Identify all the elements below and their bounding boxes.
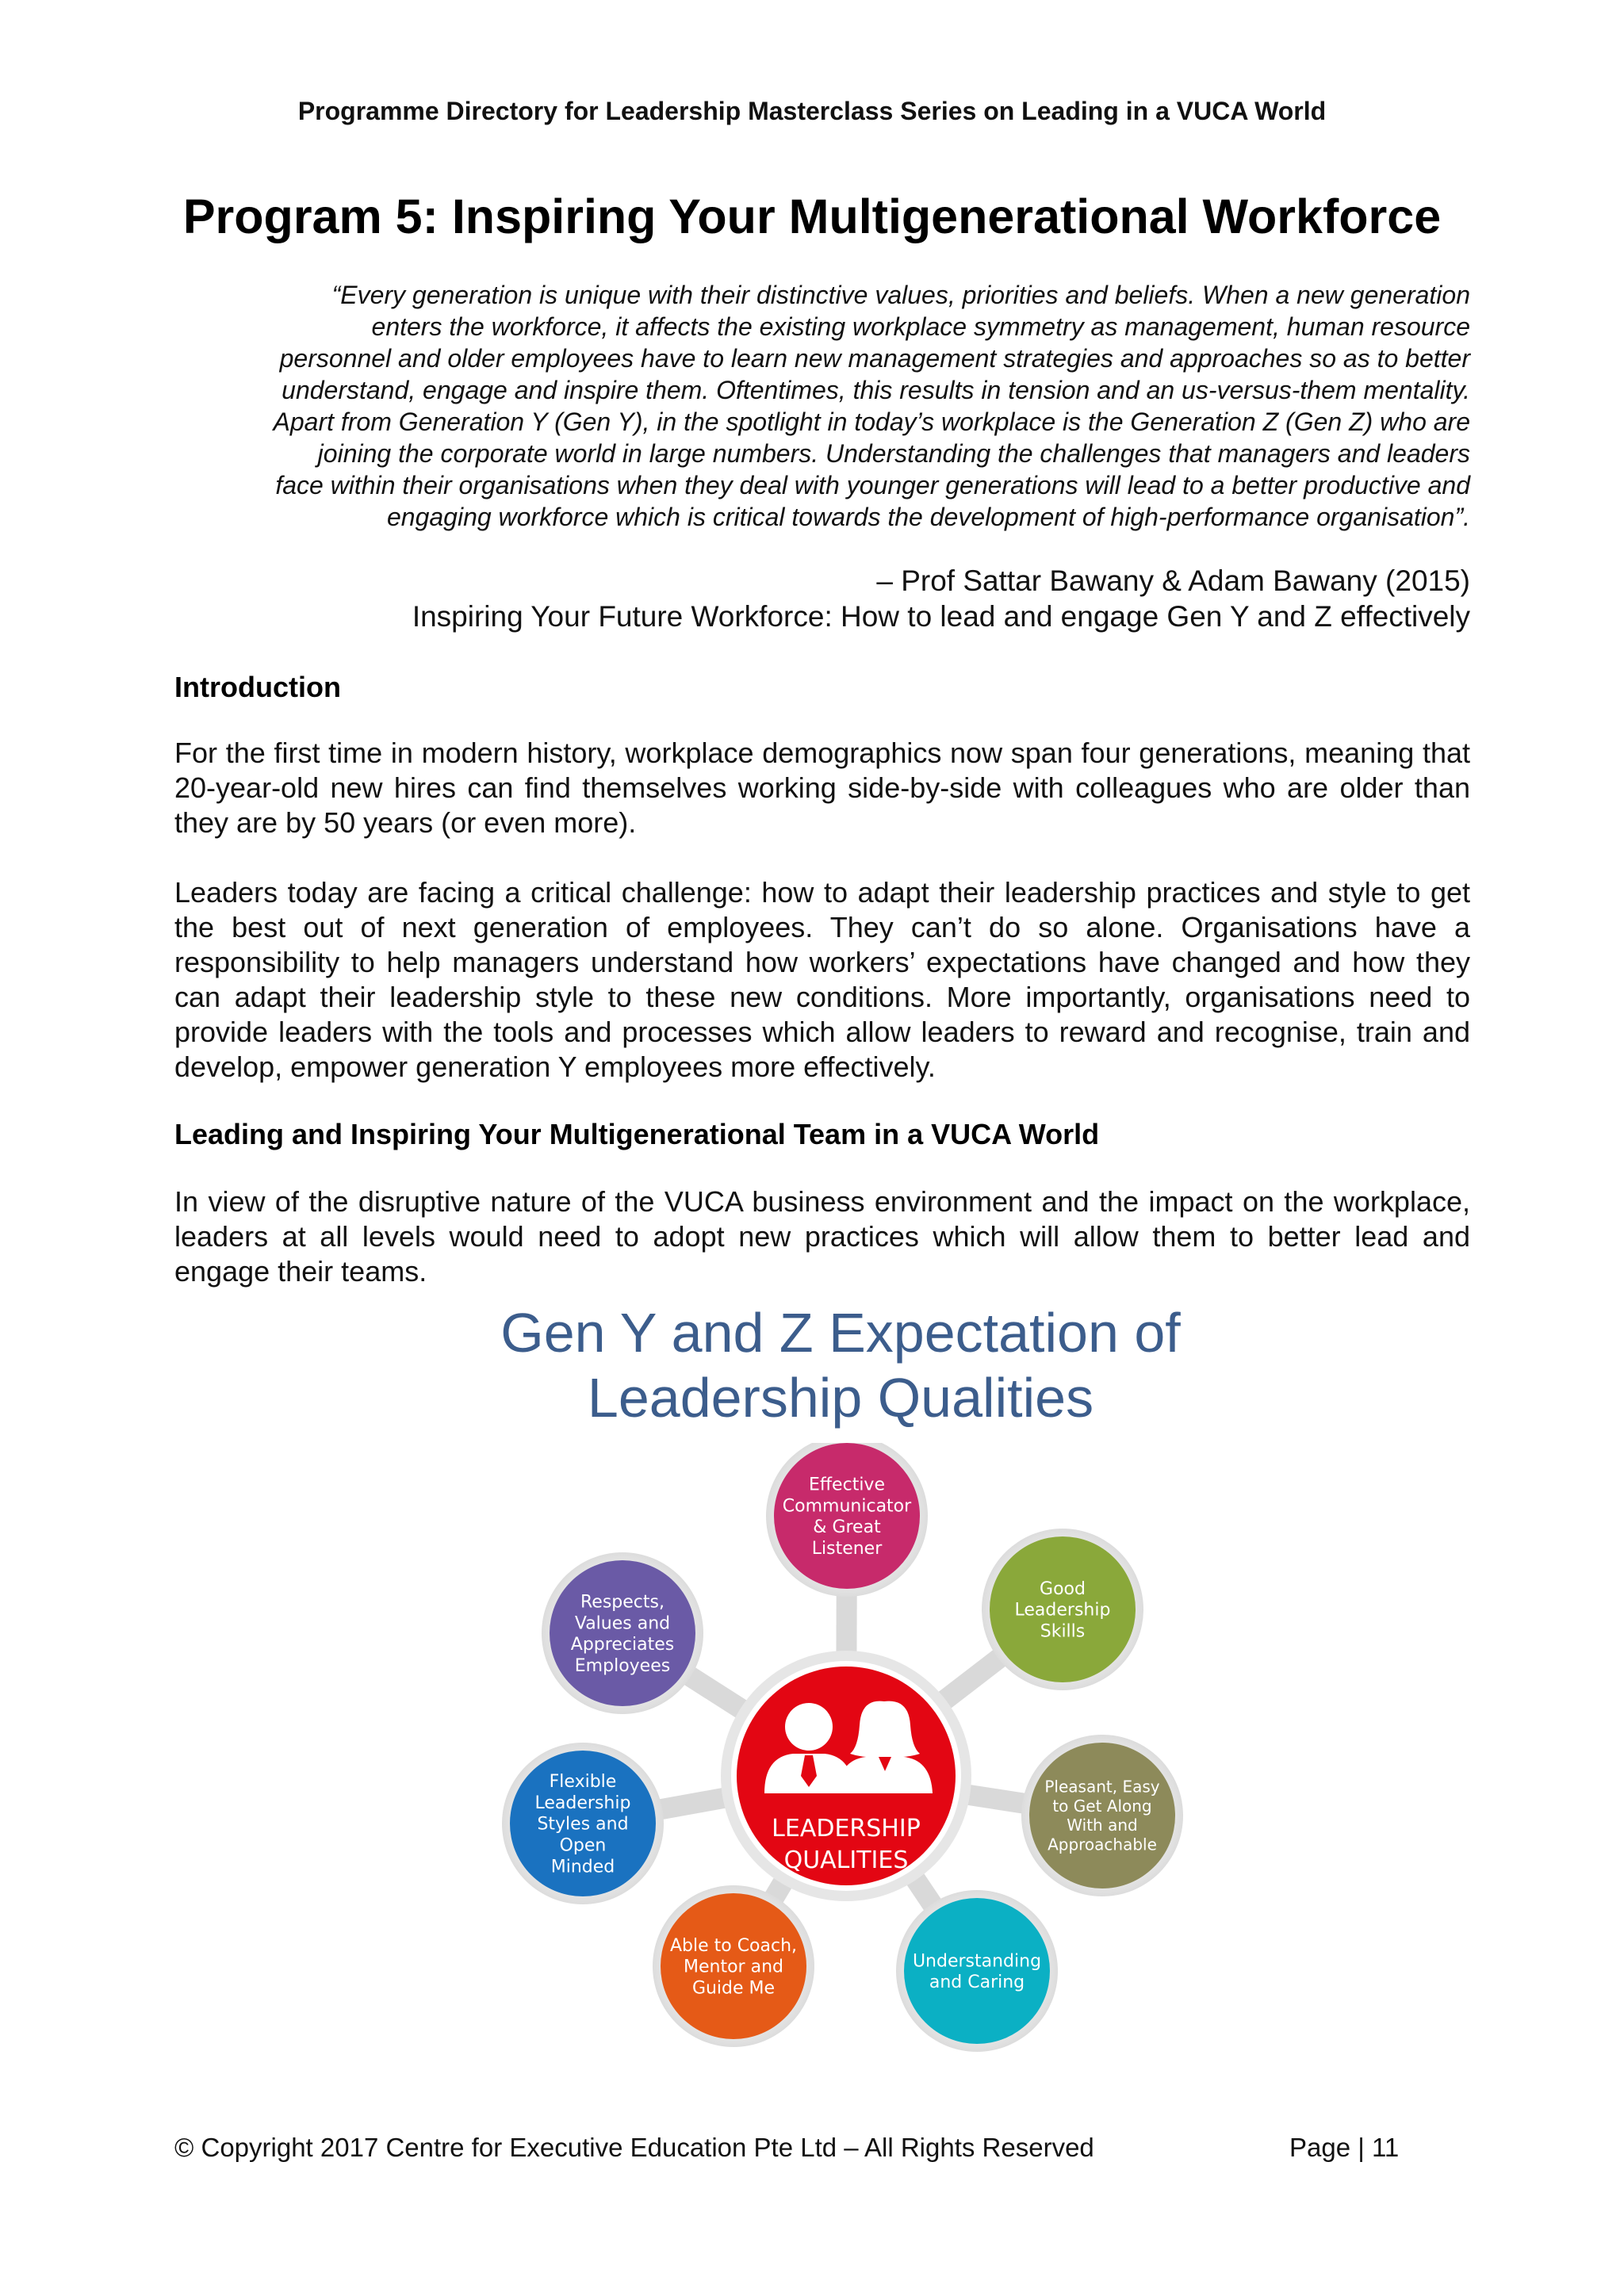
epigraph-quote <box>174 279 1470 533</box>
figure-title <box>381 1300 1300 1430</box>
quality-node-label: Respects, <box>580 1592 665 1613</box>
center-label-line: LEADERSHIP <box>772 1815 921 1843</box>
quality-node-label: With and <box>1067 1816 1138 1835</box>
quote-attribution <box>174 563 1470 634</box>
quality-node-label: Open <box>559 1835 607 1856</box>
quote-source: Inspiring Your Future Workforce: How to lead and engage Gen Y and Z effectively <box>412 600 1470 633</box>
quality-node-label: Values and <box>574 1613 671 1634</box>
quote-line: Apart from Generation Y (Gen Y), in the spotlight in today’s workplace is the Generation Z (Gen Z) who are <box>273 408 1470 436</box>
footer-copyright: © Copyright 2017 Centre for Executive Education Pte Ltd – All Rights Reserved <box>174 2133 1094 2162</box>
quality-node-label: Styles and <box>537 1814 629 1835</box>
quote-line: “Every generation is unique with their distinctive values, priorities and beliefs. When a new generation <box>331 281 1470 309</box>
intro-paragraph-2: Leaders today are facing a critical challenge: how to adapt their leadership practices and style to get the best out of next generation of employees. They can’t do so alone. Organisations have a responsibility to help managers understand how workers’ expectations have changed and how they can adapt their leadership style to these new conditions. More importantly, organisations need to provide leaders with the tools and processes which allow leaders to reward and recognise, train and develop, empower generation Y employees more effectively. <box>174 876 1470 1083</box>
quality-node-label: & Great <box>813 1517 881 1538</box>
quality-node-label: Leadership <box>1014 1600 1111 1621</box>
quality-node <box>653 1885 814 2047</box>
quality-node-label: Employees <box>574 1655 671 1676</box>
quote-author: – Prof Sattar Bawany & Adam Bawany (2015) <box>876 564 1470 597</box>
quality-node-label: and Caring <box>929 1973 1025 1993</box>
section-heading-introduction: Introduction <box>174 671 341 703</box>
quality-node-label: Mentor and <box>684 1957 783 1977</box>
figure-title-line: Gen Y and Z Expectation of <box>500 1302 1181 1364</box>
quality-node <box>896 1890 1058 2052</box>
intro-paragraph-1: For the first time in modern history, workplace demographics now span four generations, meaning that 20-year-old new hires can find themselves working side-by-side with colleagues who are older than they are by 50 years (or even more). <box>174 737 1470 839</box>
quality-node-label: Minded <box>550 1857 615 1877</box>
quality-node-label: Leadership <box>534 1793 631 1813</box>
diagram-center <box>721 1651 971 1901</box>
quote-line: face within their organisations when they deal with younger generations will lead to a better productive and <box>275 471 1470 499</box>
quote-line: enters the workforce, it affects the existing workplace symmetry as management, human resource <box>371 312 1470 341</box>
quality-node-label: Understanding <box>912 1951 1042 1972</box>
vuca-paragraph: In view of the disruptive nature of the VUCA business environment and the impact on the workplace, leaders at all levels would need to adopt new practices which will allow them to better lead and engage their teams. <box>174 1185 1470 1288</box>
quality-node-label: Effective <box>809 1475 885 1495</box>
footer-page-number: Page | 11 <box>1289 2133 1400 2162</box>
quality-node-label: Guide Me <box>691 1978 776 1999</box>
quality-node-label: Skills <box>1040 1621 1086 1642</box>
quote-line: joining the corporate world in large numbers. Understanding the challenges that managers and leaders <box>317 439 1470 468</box>
center-label-line: QUALITIES <box>783 1846 909 1874</box>
quality-node-label: Flexible <box>549 1772 617 1793</box>
quality-node-label: Good <box>1040 1578 1086 1599</box>
quality-node-label: Listener <box>811 1538 883 1559</box>
diagram-spoke <box>688 1675 746 1712</box>
quality-node-label: Appreciates <box>570 1635 675 1655</box>
leadership-qualities-diagram <box>444 1443 1237 2077</box>
quote-line: personnel and older employees have to learn new management strategies and approaches so as to better <box>279 344 1470 373</box>
quality-node-label: Able to Coach, <box>669 1935 798 1956</box>
diagram-spoke <box>940 1657 1001 1704</box>
quality-node-label: Pleasant, Easy <box>1044 1777 1160 1797</box>
diagram-spoke <box>659 1797 729 1810</box>
section-heading-vuca: Leading and Inspiring Your Multigenerational Team in a VUCA World <box>174 1118 1100 1150</box>
quality-node-label: Communicator <box>782 1496 912 1517</box>
quality-node <box>542 1552 703 1714</box>
quality-node <box>982 1529 1143 1690</box>
figure-title-line: Leadership Qualities <box>587 1367 1094 1429</box>
page-title: Program 5: Inspiring Your Multigenerational Workforce <box>182 189 1442 243</box>
quality-node-label: to Get Along <box>1052 1796 1152 1816</box>
quality-node-label: Approachable <box>1048 1835 1157 1854</box>
quality-node <box>502 1743 664 1904</box>
quality-node <box>766 1443 928 1597</box>
quality-node <box>1021 1735 1183 1896</box>
diagram-spoke <box>963 1794 1025 1804</box>
quote-line: engaging workforce which is critical towards the development of high-performance organisation”. <box>386 503 1470 531</box>
quote-line: understand, engage and inspire them. Oftentimes, this results in tension and an us-versus-them mentality. <box>282 376 1470 404</box>
running-header: Programme Directory for Leadership Masterclass Series on Leading in a VUCA World <box>297 97 1327 125</box>
